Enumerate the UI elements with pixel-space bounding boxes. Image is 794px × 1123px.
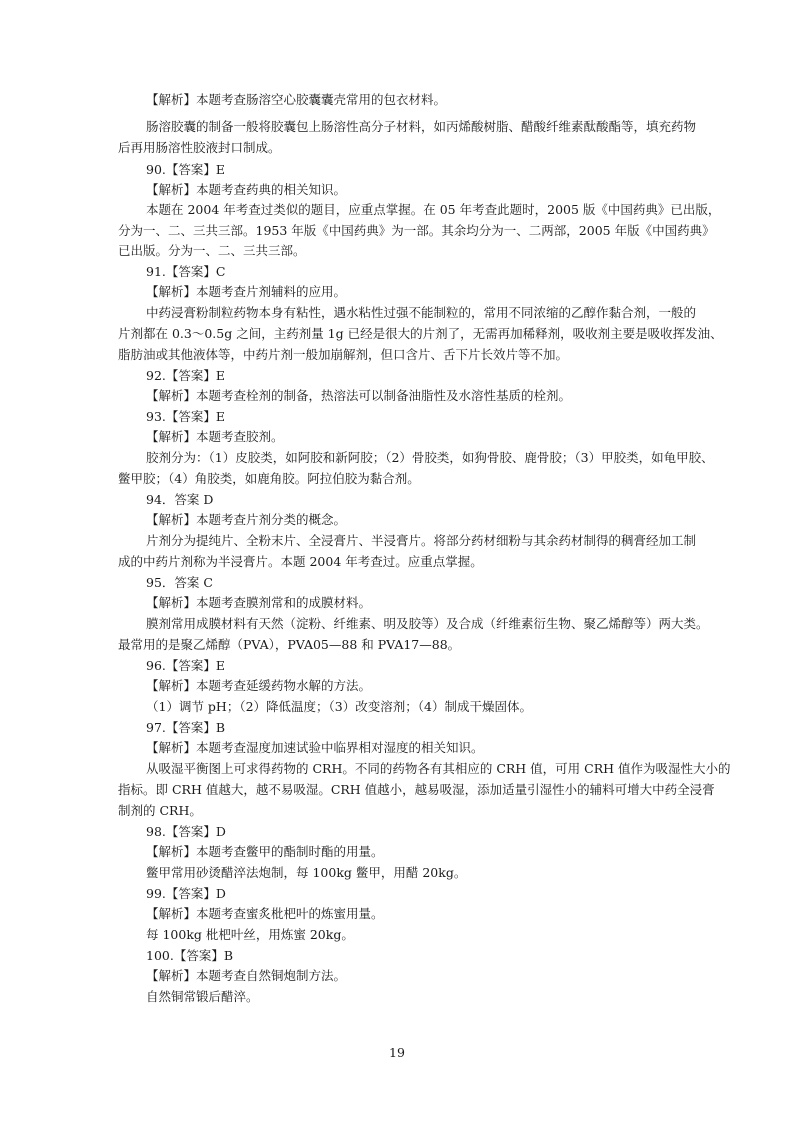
text-line: 后再用肠溶性胶液封口制成。 — [118, 140, 281, 155]
text-line: 从吸湿平衡图上可求得药物的 CRH。不同的药物各有其相应的 CRH 值，可用 CRH 值作为吸湿性大小的 — [146, 761, 731, 776]
answer-line: 95．答案 C — [146, 575, 213, 590]
text-line: 胶剂分为：（1）皮胶类，如阿胶和新阿胶；（2）骨胶类，如狗骨胶、鹿骨胶；（3）甲胶类，如龟甲胶、 — [146, 450, 714, 465]
page-number: 19 — [389, 1045, 405, 1060]
text-line: 【解析】本题考查湿度加速试验中临界相对湿度的相关知识。 — [146, 740, 484, 755]
text-line: 【解析】本题考查药典的相关知识。 — [146, 182, 347, 197]
answer-line: 99.【答案】D — [146, 886, 226, 901]
answer-line: 96.【答案】E — [146, 658, 226, 673]
answer-line: 90.【答案】E — [146, 162, 226, 177]
text-line: 鳖甲常用砂烫醋淬法炮制，每 100kg 鳖甲，用醋 20kg。 — [146, 865, 467, 880]
text-line: 片剂都在 0.3～0.5g 之间，主药剂量 1g 已经是很大的片剂了，无需再加稀释剂，吸收剂主要是吸收挥发油、 — [118, 326, 723, 341]
text-line: 【解析】本题考查片剂辅料的应用。 — [146, 284, 347, 299]
text-line: 自然铜常锻后醋淬。 — [146, 989, 259, 1004]
text-line: 已出版。分为一、二、三共三部。 — [118, 243, 306, 258]
text-line: 最常用的是聚乙烯醇（PVA），PVA05—88 和 PVA17—88。 — [118, 637, 461, 652]
text-line: 制剂的 CRH。 — [118, 803, 202, 818]
text-line: 膜剂常用成膜材料有天然（淀粉、纤维素、明及胶等）及合成（纤维素衍生物、聚乙烯醇等）两大类。 — [146, 616, 709, 631]
text-line: 【解析】本题考查自然铜炮制方法。 — [146, 968, 347, 983]
text-line: 分为一、二、三共三部。1953 年版《中国药典》为一部。其余均分为一、二两部，2005 年版《中国药典》 — [118, 223, 715, 238]
text-line: 【解析】本题考查延缓药物水解的方法。 — [146, 678, 372, 693]
text-line: 【解析】本题考查栓剂的制备，热溶法可以制备油脂性及水溶性基质的栓剂。 — [146, 388, 572, 403]
text-line: 【解析】本题考查蜜炙枇杷叶的炼蜜用量。 — [146, 906, 384, 921]
answer-line: 91.【答案】C — [146, 264, 226, 279]
text-line: （1）调节 pH；（2）降低温度；（3）改变溶剂；（4）制成干燥固体。 — [146, 699, 532, 714]
text-line: 指标。即 CRH 值越大，越不易吸湿。CRH 值越小，越易吸湿，添加适量引湿性小的辅料可增大中药全浸膏 — [118, 782, 715, 797]
text-line: 肠溶胶囊的制备一般将胶囊包上肠溶性高分子材料，如丙烯酸树脂、醋酸纤维素酞酸酯等，填充药物 — [146, 119, 697, 134]
answer-line: 100.【答案】B — [146, 948, 234, 963]
text-line: 脂肪油或其他液体等，中药片剂一般加崩解剂，但口含片、舌下片长效片等不加。 — [118, 347, 569, 362]
text-line: 成的中药片剂称为半浸膏片。本题 2004 年考查过。应重点掌握。 — [118, 554, 483, 569]
text-line: 【解析】本题考查膜剂常和的成膜材料。 — [146, 595, 372, 610]
text-line: 每 100kg 枇杷叶丝，用炼蜜 20kg。 — [146, 927, 354, 942]
text-line: 【解析】本题考查鳖甲的酯制时酯的用量。 — [146, 844, 384, 859]
text-line: 鳖甲胶；（4）角胶类，如鹿角胶。阿拉伯胶为黏合剂。 — [118, 471, 420, 486]
text-line: 片剂分为提纯片、全粉末片、全浸膏片、半浸膏片。将部分药材细粉与其余药材制得的稠膏经加工制 — [146, 533, 697, 548]
answer-line: 92.【答案】E — [146, 368, 226, 383]
text-line: 本题在 2004 年考查过类似的题目，应重点掌握。在 05 年考查此题时，2005 版《中国药典》已出版， — [146, 202, 721, 217]
text-line: 【解析】本题考查肠溶空心胶囊囊壳常用的包衣材料。 — [146, 92, 447, 107]
answer-line: 98.【答案】D — [146, 824, 226, 839]
text-line: 中药浸膏粉制粒药物本身有粘性，遇水粘性过强不能制粒的，常用不同浓缩的乙醇作黏合剂，一般的 — [146, 305, 697, 320]
text-line: 【解析】本题考查胶剂。 — [146, 429, 284, 444]
answer-line: 94．答案 D — [146, 492, 214, 507]
text-line: 【解析】本题考查片剂分类的概念。 — [146, 512, 347, 527]
answer-line: 97.【答案】B — [146, 720, 226, 735]
answer-line: 93.【答案】E — [146, 409, 226, 424]
